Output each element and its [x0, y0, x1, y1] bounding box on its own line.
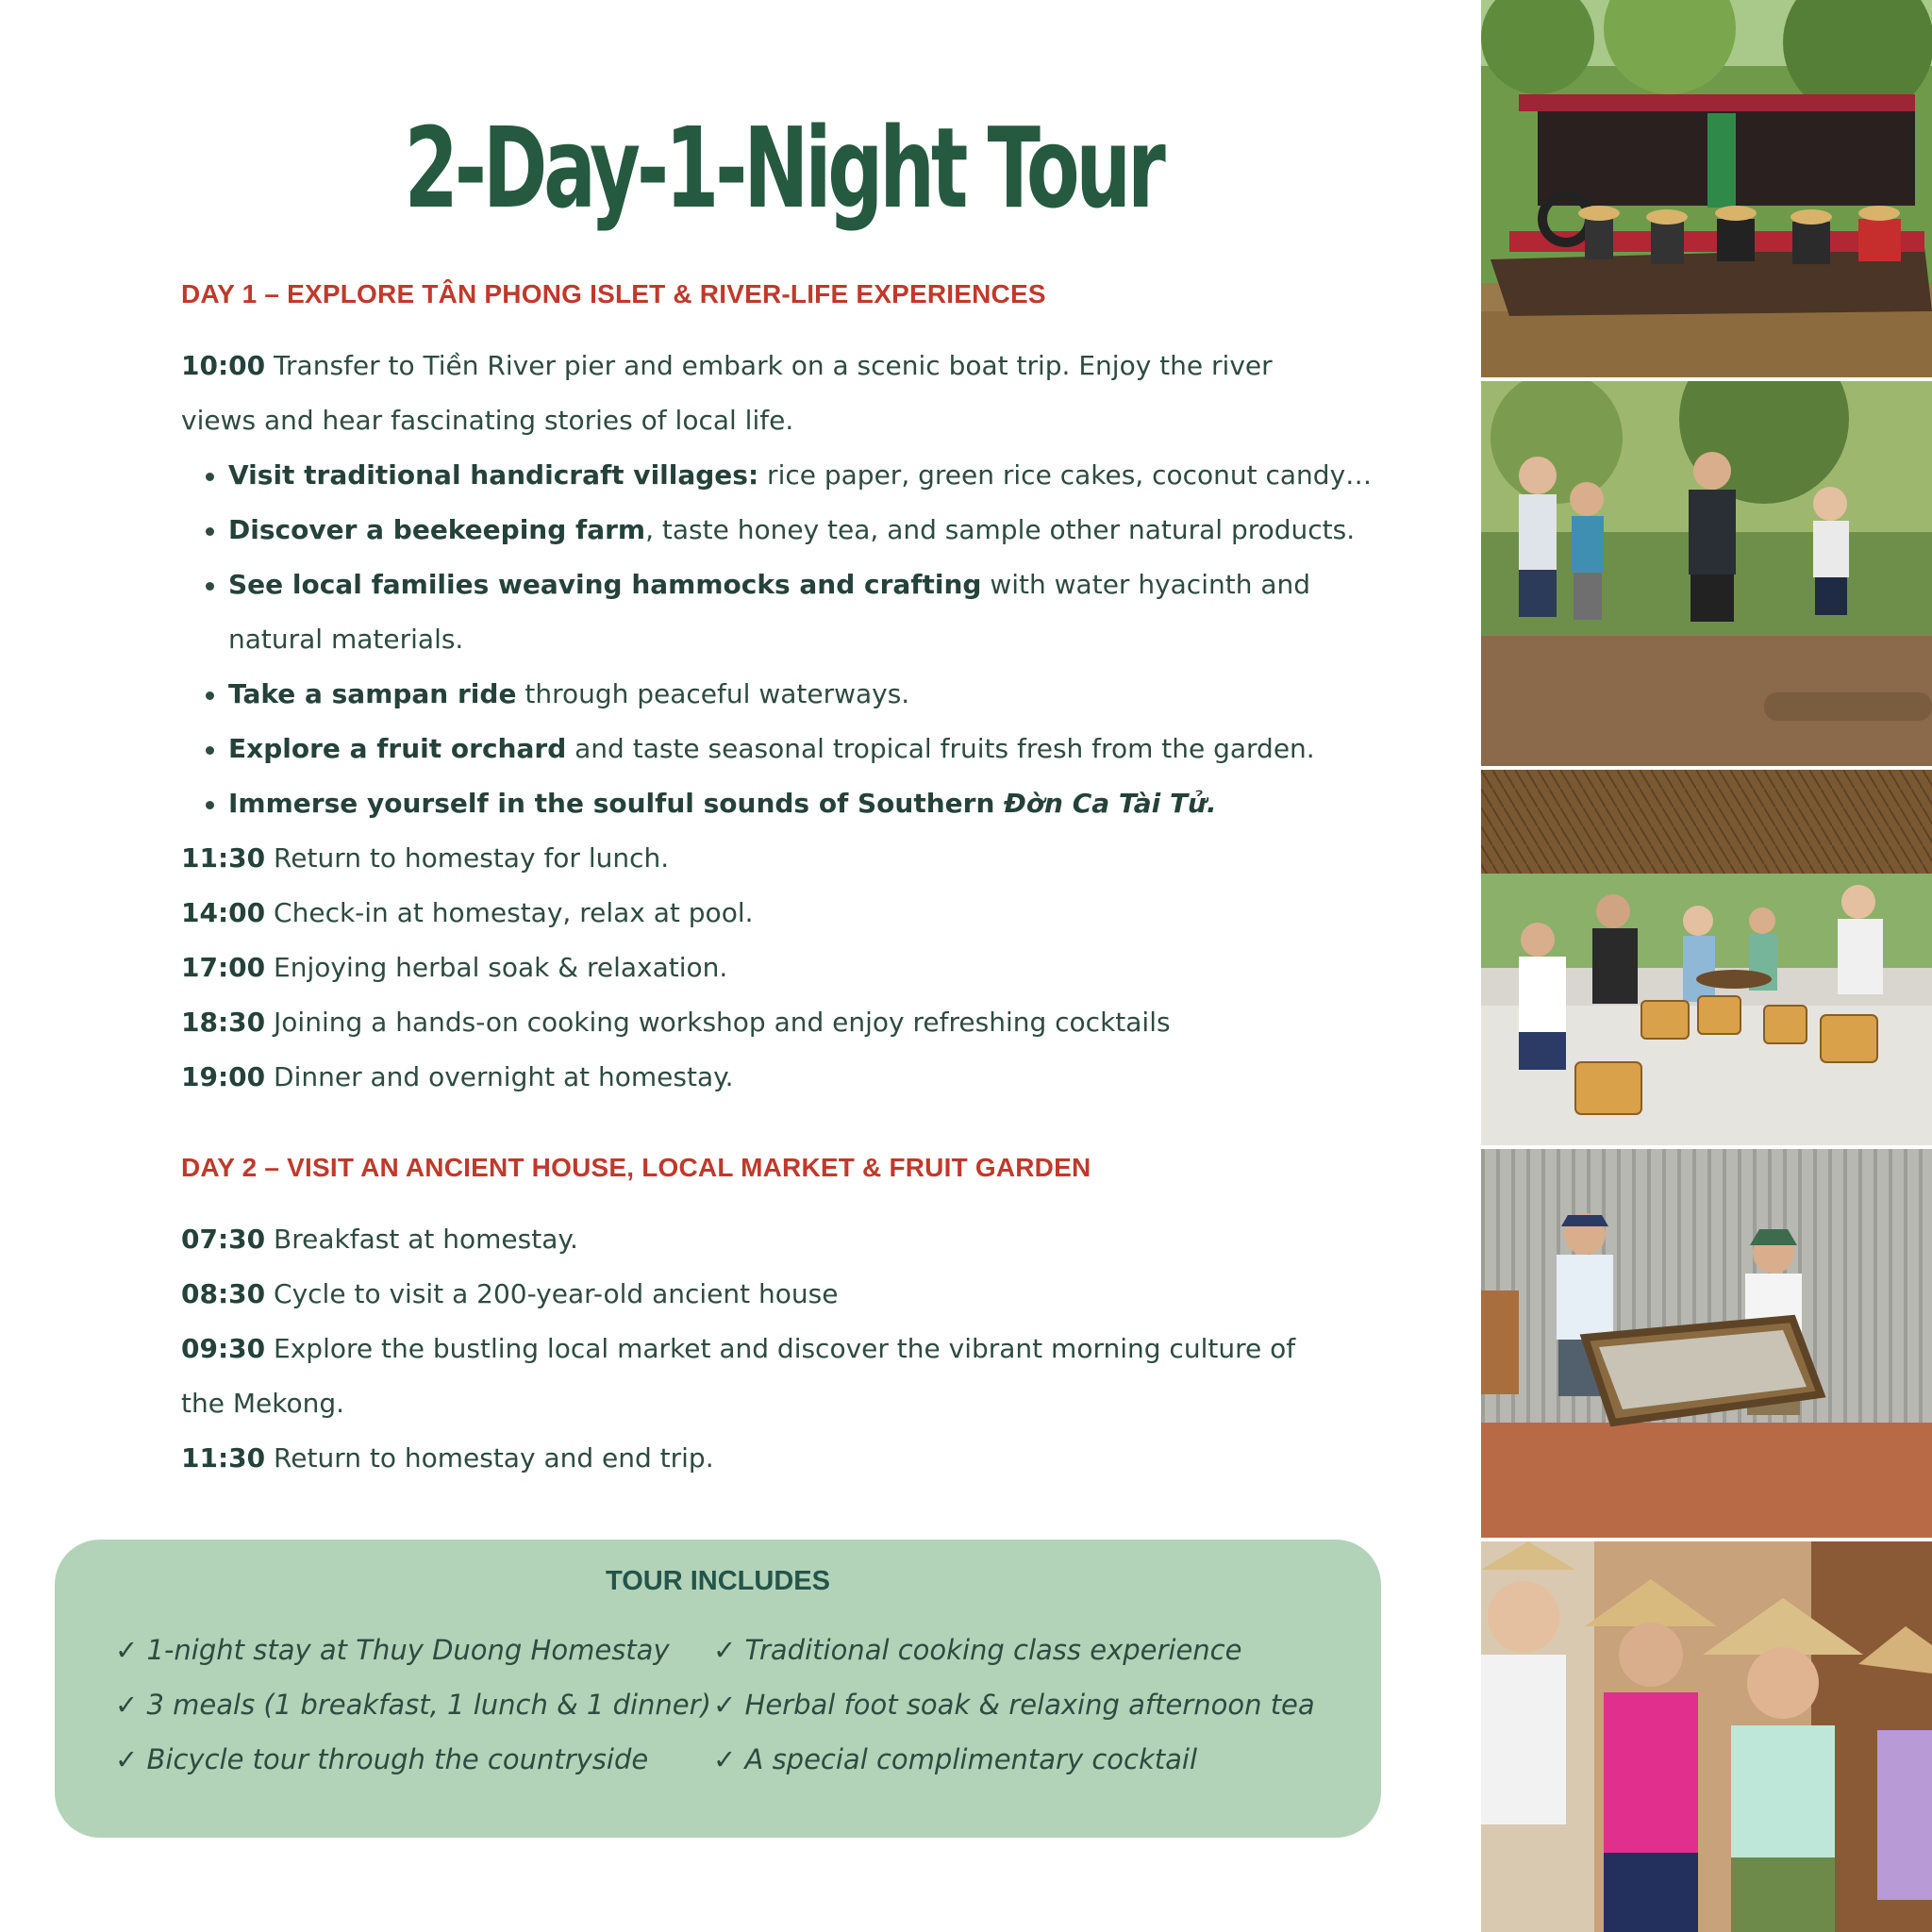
- schedule-text: Transfer to Tiền River pier and embark on a scenic boat trip. Enjoy the river: [265, 350, 1273, 381]
- bullet-item: Discover a beekeeping farm, taste honey tea, and sample other natural products.: [228, 511, 1355, 549]
- schedule-line: 18:30 Joining a hands-on cooking workshop and enjoy refreshing cocktails: [181, 1007, 1171, 1038]
- include-item: ✓ 1-night stay at Thuy Duong Homestay: [115, 1634, 670, 1666]
- conical-hat-kids-photo: [1481, 1541, 1932, 1932]
- bullet-item: Visit traditional handicraft villages: rice paper, green rice cakes, coconut candy…: [228, 457, 1372, 494]
- include-item: ✓ A special complimentary cocktail: [713, 1743, 1198, 1775]
- schedule-line: [181, 347, 1273, 385]
- include-item: ✓ Herbal foot soak & relaxing afternoon tea: [713, 1689, 1315, 1721]
- include-item: ✓ 3 meals (1 breakfast, 1 lunch & 1 dinner): [115, 1689, 711, 1721]
- bullet-item: Immerse yourself in the soulful sounds of Southern Đờn Ca Tài Tử.: [228, 785, 1217, 823]
- foot-soak-tea-photo: [1481, 770, 1932, 1145]
- schedule-line: 07:30 Breakfast at homestay.: [181, 1224, 578, 1255]
- coconut-bridge-photo: [1481, 381, 1932, 766]
- boat-trip-photo: [1481, 0, 1932, 377]
- page-title: 2-Day-1-Night Tour: [404, 103, 1162, 233]
- day2-heading: DAY 2 – VISIT AN ANCIENT HOUSE, LOCAL MARKET & FRUIT GARDEN: [181, 1153, 1091, 1182]
- time-label: 10:00: [181, 350, 266, 381]
- bullet-item-cont: natural materials.: [228, 624, 464, 655]
- photo-strip: [1479, 0, 1932, 1932]
- day1-heading: DAY 1 – EXPLORE TÂN PHONG ISLET & RIVER-LIFE EXPERIENCES: [181, 279, 1046, 308]
- tour-includes-box: [55, 1540, 1381, 1838]
- bullet-item: Take a sampan ride through peaceful waterways.: [228, 675, 909, 713]
- tour-includes-title: TOUR INCLUDES: [606, 1566, 830, 1596]
- bullet-item: See local families weaving hammocks and crafting with water hyacinth and: [228, 566, 1310, 604]
- bullet-item: Explore a fruit orchard and taste seasonal tropical fruits fresh from the garden.: [228, 730, 1315, 768]
- schedule-line: 08:30 Cycle to visit a 200-year-old ancient house: [181, 1278, 839, 1309]
- schedule-line-cont: the Mekong.: [181, 1388, 345, 1419]
- schedule-line: 19:00 Dinner and overnight at homestay.: [181, 1061, 734, 1092]
- schedule-line: 17:00 Enjoying herbal soak & relaxation.: [181, 952, 728, 983]
- schedule-line: 11:30 Return to homestay for lunch.: [181, 842, 670, 874]
- schedule-line: 14:00 Check-in at homestay, relax at pool.: [181, 897, 754, 928]
- rice-sifting-photo: [1481, 1149, 1932, 1538]
- include-item: ✓ Bicycle tour through the countryside: [115, 1743, 649, 1775]
- schedule-line: 11:30 Return to homestay and end trip.: [181, 1442, 714, 1474]
- schedule-line-cont: views and hear fascinating stories of local life.: [181, 405, 794, 436]
- include-item: ✓ Traditional cooking class experience: [713, 1634, 1242, 1666]
- schedule-line: 09:30 Explore the bustling local market and discover the vibrant morning culture of: [181, 1333, 1296, 1364]
